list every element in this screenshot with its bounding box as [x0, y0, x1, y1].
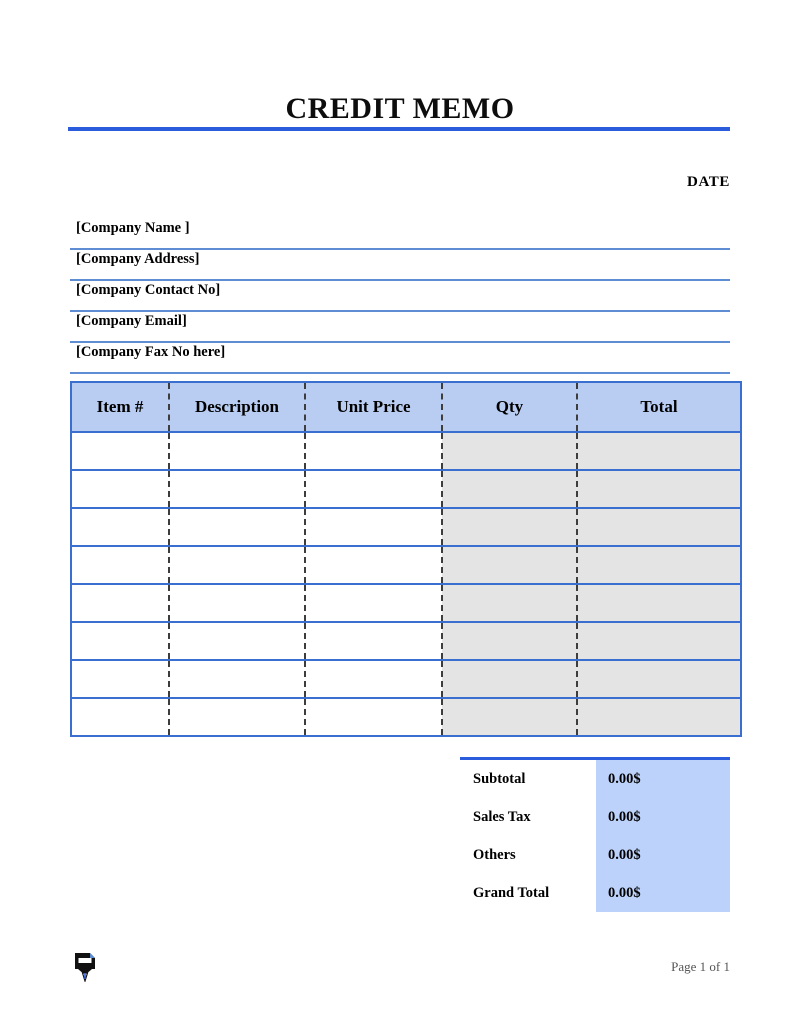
cell-total[interactable] [577, 432, 741, 470]
totals-label: Sales Tax [473, 809, 531, 825]
date-label: DATE [687, 174, 730, 190]
cell-item[interactable] [71, 546, 169, 584]
cell-total[interactable] [577, 622, 741, 660]
totals-value[interactable]: 0.00$ [608, 809, 641, 825]
column-header-item: Item # [71, 382, 169, 432]
cell-unit-price[interactable] [305, 698, 442, 736]
cell-description[interactable] [169, 432, 305, 470]
cell-qty[interactable] [442, 470, 577, 508]
cell-item[interactable] [71, 698, 169, 736]
totals-value[interactable]: 0.00$ [608, 771, 641, 787]
table-row [71, 508, 741, 546]
company-field-address[interactable] [70, 250, 730, 281]
cell-description[interactable] [169, 546, 305, 584]
column-header-description: Description [169, 382, 305, 432]
cell-total[interactable] [577, 660, 741, 698]
cell-qty[interactable] [442, 698, 577, 736]
cell-description[interactable] [169, 622, 305, 660]
company-field-email-text: [Company Email] [76, 313, 187, 329]
company-field-fax[interactable] [70, 343, 730, 374]
document-pen-icon [72, 952, 98, 982]
cell-qty[interactable] [442, 546, 577, 584]
cell-total[interactable] [577, 470, 741, 508]
cell-qty[interactable] [442, 622, 577, 660]
cell-unit-price[interactable] [305, 622, 442, 660]
cell-unit-price[interactable] [305, 546, 442, 584]
cell-item[interactable] [71, 584, 169, 622]
column-header-qty: Qty [442, 382, 577, 432]
cell-unit-price[interactable] [305, 508, 442, 546]
cell-qty[interactable] [442, 660, 577, 698]
cell-total[interactable] [577, 584, 741, 622]
company-field-name[interactable] [70, 219, 730, 250]
table-row [71, 698, 741, 736]
totals-value[interactable]: 0.00$ [608, 885, 641, 901]
totals-rows [460, 760, 730, 912]
totals-label: Subtotal [473, 771, 526, 787]
totals-row [460, 874, 730, 912]
company-field-fax-text: [Company Fax No here] [76, 344, 226, 360]
totals-row [460, 798, 730, 836]
cell-item[interactable] [71, 470, 169, 508]
table-row [71, 660, 741, 698]
table-row [71, 584, 741, 622]
cell-qty[interactable] [442, 584, 577, 622]
cell-total[interactable] [577, 546, 741, 584]
cell-item[interactable] [71, 622, 169, 660]
table-row [71, 432, 741, 470]
company-field-email[interactable] [70, 312, 730, 343]
cell-item[interactable] [71, 432, 169, 470]
cell-description[interactable] [169, 660, 305, 698]
title-divider [68, 127, 730, 131]
cell-unit-price[interactable] [305, 470, 442, 508]
cell-description[interactable] [169, 698, 305, 736]
totals-row [460, 836, 730, 874]
cell-qty[interactable] [442, 508, 577, 546]
company-field-contact[interactable] [70, 281, 730, 312]
company-field-name-text: [Company Name ] [76, 220, 190, 236]
items-table [70, 381, 742, 737]
company-field-contact-text: [Company Contact No] [76, 282, 221, 298]
cell-unit-price[interactable] [305, 432, 442, 470]
cell-description[interactable] [169, 584, 305, 622]
cell-description[interactable] [169, 470, 305, 508]
page-title: CREDIT MEMO [285, 92, 515, 125]
column-header-total: Total [577, 382, 741, 432]
cell-total[interactable] [577, 508, 741, 546]
table-row [71, 622, 741, 660]
table-row [71, 470, 741, 508]
company-info-block [70, 219, 730, 374]
cell-item[interactable] [71, 660, 169, 698]
cell-unit-price[interactable] [305, 660, 442, 698]
page-indicator: Page 1 of 1 [671, 959, 730, 974]
totals-value[interactable]: 0.00$ [608, 847, 641, 863]
table-row [71, 546, 741, 584]
column-header-unit-price: Unit Price [305, 382, 442, 432]
cell-item[interactable] [71, 508, 169, 546]
totals-row [460, 760, 730, 798]
items-table-body [71, 432, 741, 736]
cell-unit-price[interactable] [305, 584, 442, 622]
totals-label: Grand Total [473, 885, 550, 901]
items-table-header-row [71, 382, 741, 432]
cell-description[interactable] [169, 508, 305, 546]
cell-total[interactable] [577, 698, 741, 736]
cell-qty[interactable] [442, 432, 577, 470]
items-table-head [71, 382, 741, 432]
company-field-address-text: [Company Address] [76, 251, 200, 267]
totals-label: Others [473, 847, 516, 863]
